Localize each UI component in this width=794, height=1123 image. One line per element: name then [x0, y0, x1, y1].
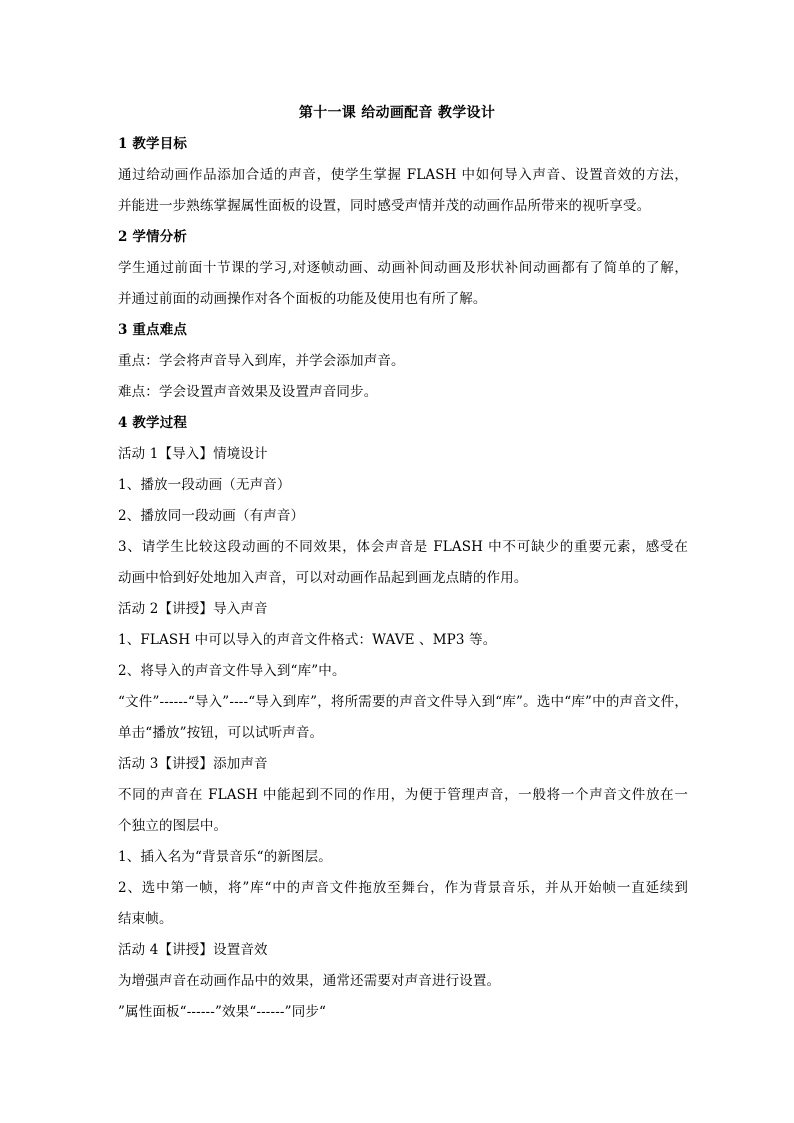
section-heading-key-points: 3 重点难点: [118, 322, 187, 338]
list-item: 1、FLASH 中可以导入的声音文件格式：WAVE 、MP3 等。: [118, 632, 497, 648]
document-title: 第十一课 给动画配音 教学设计: [298, 105, 496, 121]
paragraph-line: 通过给动画作品添加合适的声音，使学生掌握 FLASH 中如何导入声音、设置音效的方法，: [118, 167, 688, 183]
activity-heading: 活动 4【讲授】设置音效: [118, 942, 268, 958]
paragraph-line: 并通过前面的动画操作对各个面板的功能及使用也有所了解。: [118, 291, 487, 307]
activity-heading: 活动 3【讲授】添加声音: [118, 756, 268, 772]
section-heading-analysis: 2 学情分析: [118, 229, 187, 245]
paragraph-line: 个独立的图层中。: [118, 818, 228, 834]
paragraph-line: 重点：学会将声音导入到库，并学会添加声音。: [118, 353, 405, 369]
paragraph-line: 动画中恰到好处地加入声音，可以对动画作品起到画龙点睛的作用。: [118, 570, 528, 586]
section-heading-process: 4 教学过程: [118, 415, 187, 431]
list-item: 2、选中第一帧，将”库“中的声音文件拖放至舞台，作为背景音乐，并从开始帧一直延续到: [118, 880, 688, 896]
list-item: 3、请学生比较这段动画的不同效果，体会声音是 FLASH 中不可缺少的重要元素，感受在: [118, 539, 688, 555]
activity-heading: 活动 2【讲授】导入声音: [118, 601, 268, 617]
paragraph-line: 为增强声音在动画作品中的效果，通常还需要对声音进行设置。: [118, 973, 501, 989]
paragraph-line: 结束帧。: [118, 911, 173, 927]
section-heading-objectives: 1 教学目标: [118, 136, 187, 152]
paragraph-line: 不同的声音在 FLASH 中能起到不同的作用，为便于管理声音，一般将一个声音文件放在一: [118, 787, 688, 803]
paragraph-line: “文件”------“导入”----“导入到库”，将所需要的声音文件导入到“库”。选中“库”中的声音文件，: [118, 694, 688, 710]
paragraph-line: 并能进一步熟练掌握属性面板的设置，同时感受声情并茂的动画作品所带来的视听享受。: [118, 198, 651, 214]
paragraph-line: 单击“播放”按钮，可以试听声音。: [118, 725, 324, 741]
paragraph-line: ”属性面板“------”效果“------”同步“: [118, 1004, 327, 1020]
list-item: 2、播放同一段动画（有声音）: [118, 508, 305, 524]
paragraph-line: 学生通过前面十节课的学习,对逐帧动画、动画补间动画及形状补间动画都有了简单的了解，: [118, 260, 688, 276]
activity-heading: 活动 1【导入】情境设计: [118, 446, 268, 462]
list-item: 1、播放一段动画（无声音）: [118, 477, 291, 493]
list-item: 1、插入名为“背景音乐“的新图层。: [118, 849, 332, 865]
paragraph-line: 难点：学会设置声音效果及设置声音同步。: [118, 384, 378, 400]
list-item: 2、将导入的声音文件导入到“库”中。: [118, 663, 346, 679]
